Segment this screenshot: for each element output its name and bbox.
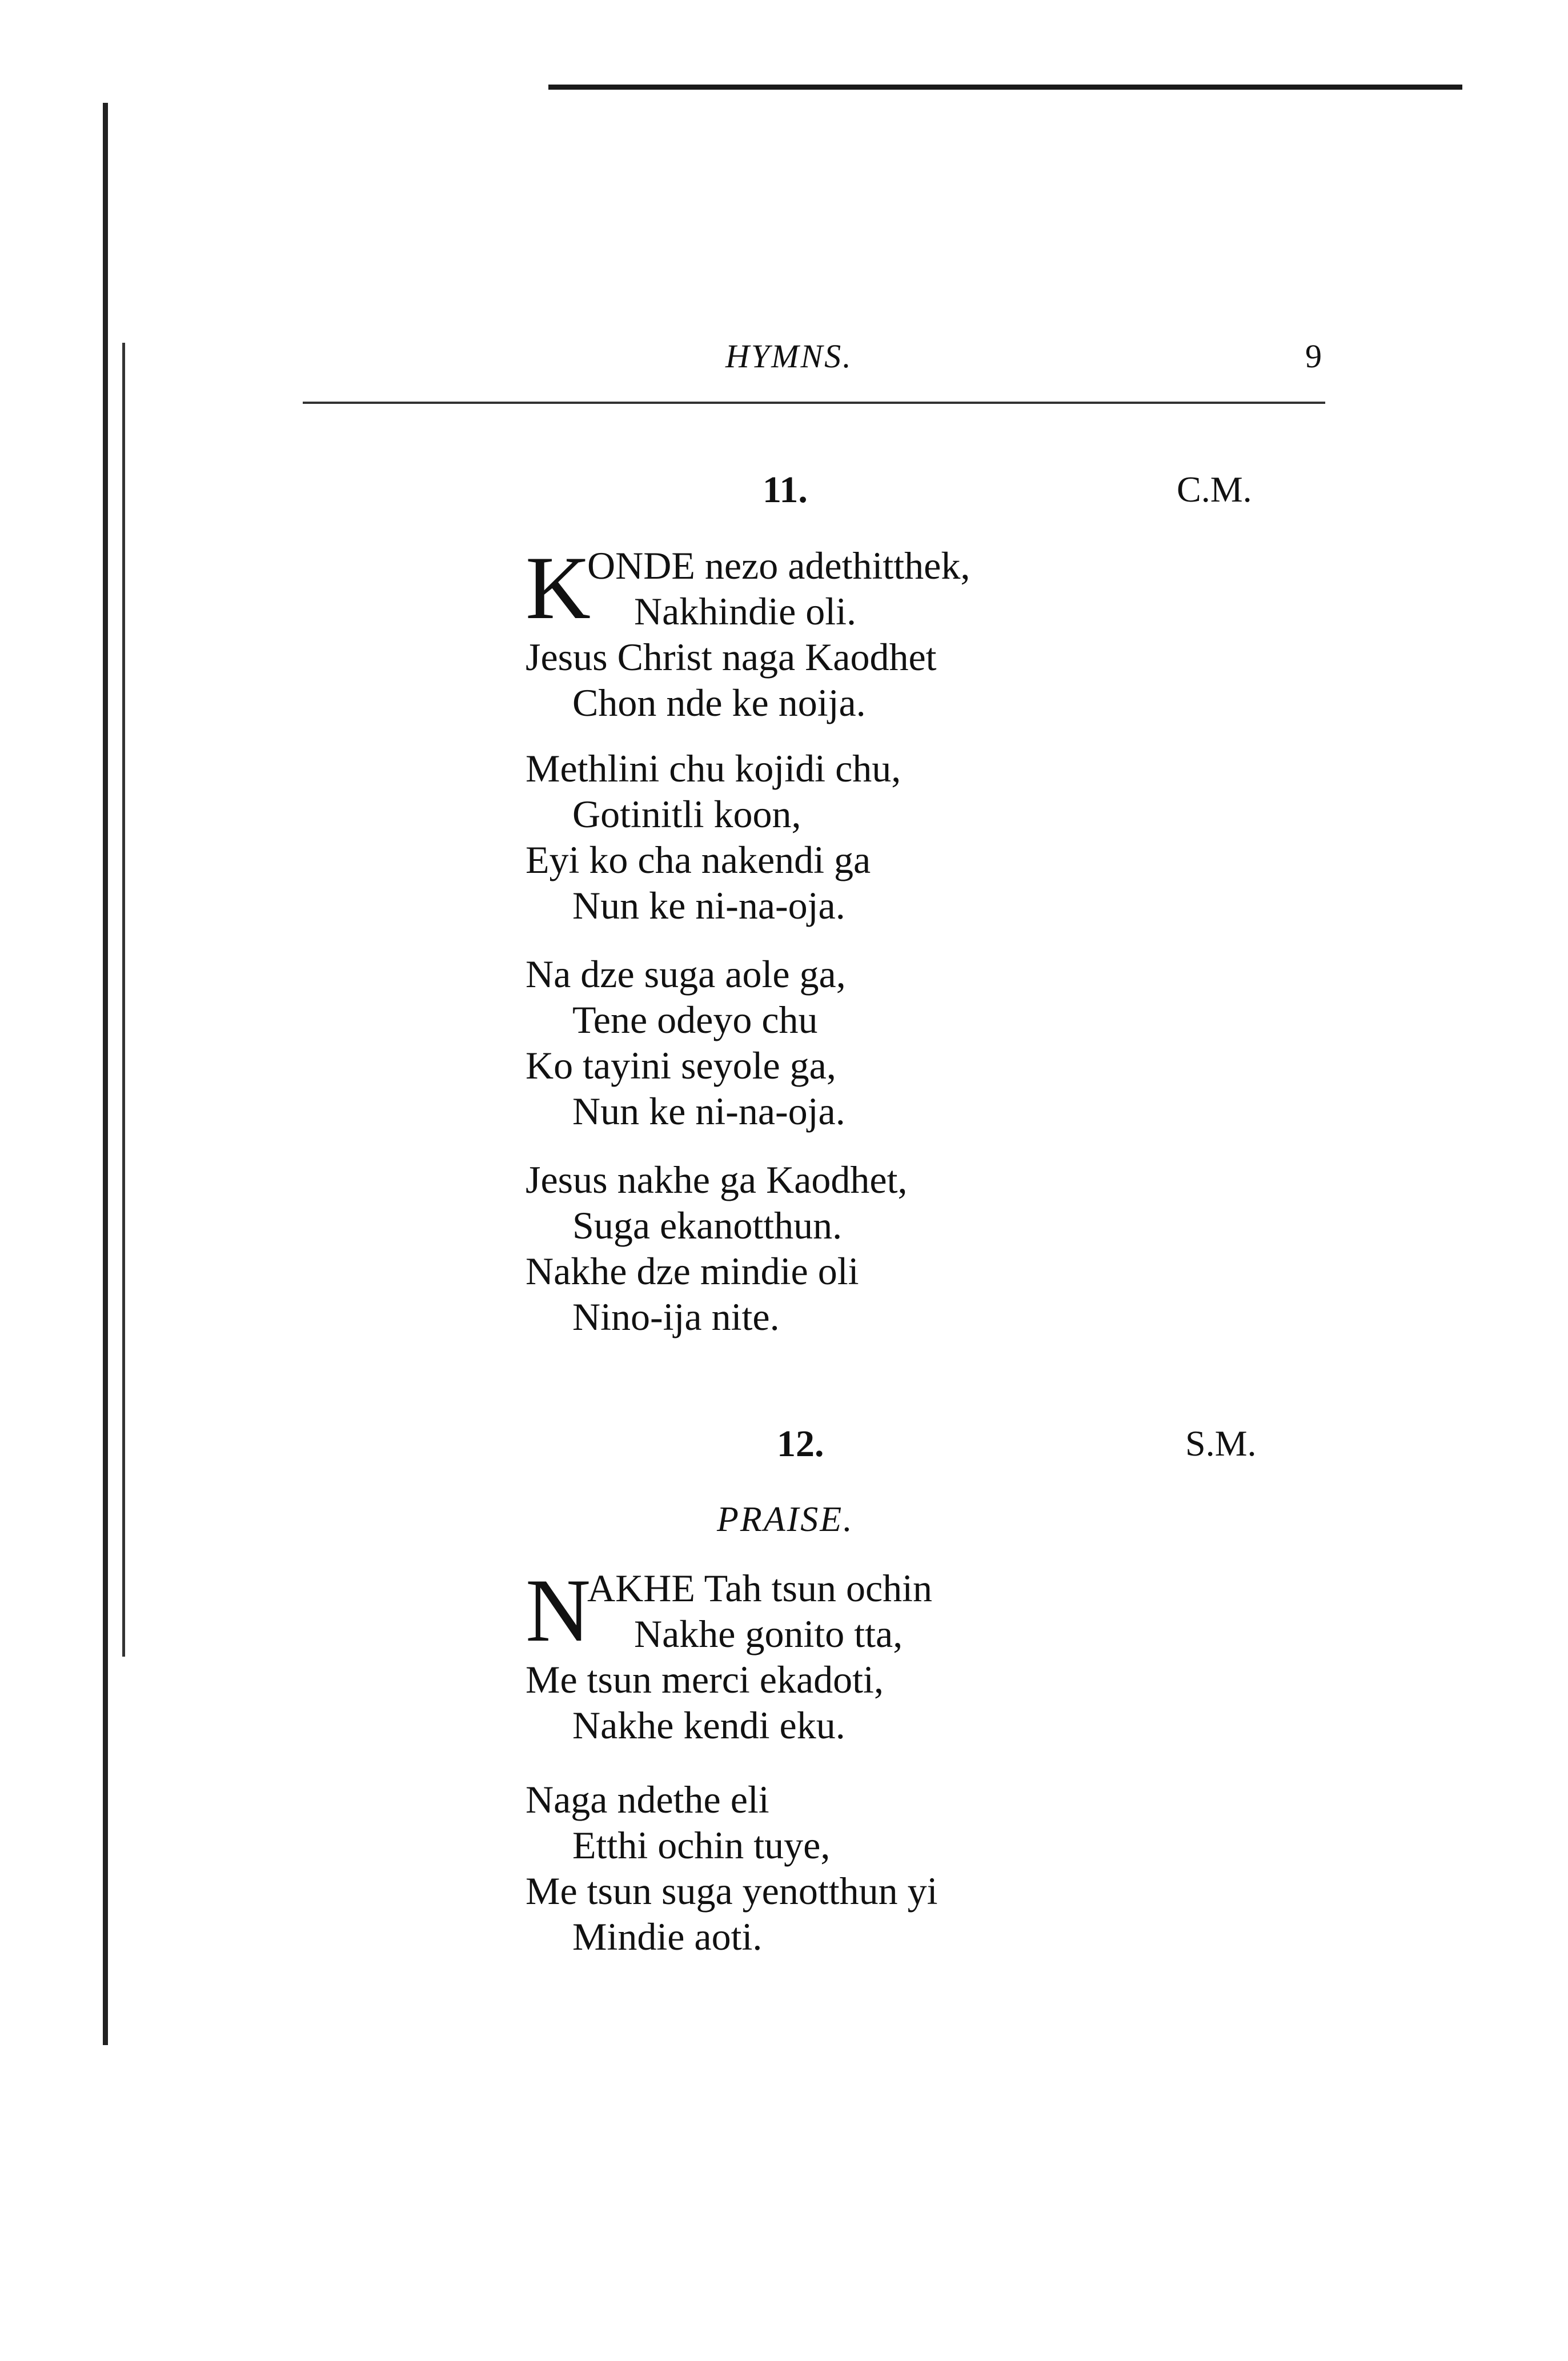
verse-line: Gotinitli koon, <box>572 792 801 836</box>
verse-line: Nakhe gonito tta, <box>634 1612 903 1655</box>
header-rule <box>303 402 1325 404</box>
verse-line: Tene odeyo chu <box>572 998 818 1041</box>
hymn-verse <box>526 538 971 725</box>
hymn-number: 12. <box>777 1423 824 1465</box>
verse-line: Eyi ko cha nakendi ga <box>526 838 871 881</box>
verse-line: Nino-ija nite. <box>572 1295 780 1338</box>
binding-edge <box>103 103 108 2045</box>
verse-line: Nun ke ni-na-oja. <box>572 884 845 927</box>
drop-cap: K <box>526 538 591 638</box>
hymn-verse <box>526 1777 938 1959</box>
hymn-verse <box>526 951 846 1134</box>
binding-edge-inner <box>122 343 125 1657</box>
verse-line: Etthi ochin tuye, <box>572 1823 831 1867</box>
hymn-verse <box>526 1157 907 1340</box>
verse-line: Nakhindie oli. <box>634 590 857 633</box>
hymn-meter: S.M. <box>1185 1423 1257 1464</box>
verse-line: Me tsun suga yenotthun yi <box>526 1869 938 1913</box>
verse-line: AKHE Tah tsun ochin <box>587 1566 933 1610</box>
hymn-title: PRAISE. <box>717 1500 854 1539</box>
verse-line: Nun ke ni-na-oja. <box>572 1089 845 1133</box>
verse-line: Nakhe dze mindie oli <box>526 1249 859 1293</box>
hymn-number: 11. <box>763 469 808 511</box>
verse-line: Na dze suga aole ga, <box>526 952 846 996</box>
drop-cap: N <box>526 1561 591 1661</box>
verse-line: Nakhe kendi eku. <box>572 1703 845 1747</box>
verse-line: Jesus Christ naga Kaodhet <box>526 635 937 679</box>
verse-line: Me tsun merci ekadoti, <box>526 1658 884 1701</box>
verse-line: Naga ndethe eli <box>526 1778 769 1821</box>
verse-line: Mindie aoti. <box>572 1915 763 1958</box>
hymn-meter: C.M. <box>1177 469 1252 510</box>
hymn-verse <box>526 1561 933 1748</box>
running-head: HYMNS. <box>725 338 853 375</box>
hymn-verse <box>526 745 901 928</box>
verse-line: Suga ekanotthun. <box>572 1204 843 1247</box>
verse-line: Ko tayini seyole ga, <box>526 1044 836 1087</box>
verse-line: Methlini chu kojidi chu, <box>526 747 901 790</box>
verse-line: Jesus nakhe ga Kaodhet, <box>526 1158 908 1201</box>
top-rule <box>548 85 1462 90</box>
page-number: 9 <box>1305 338 1322 375</box>
verse-line: ONDE nezo adethitthek, <box>587 544 971 587</box>
verse-line: Chon nde ke noija. <box>572 681 866 724</box>
